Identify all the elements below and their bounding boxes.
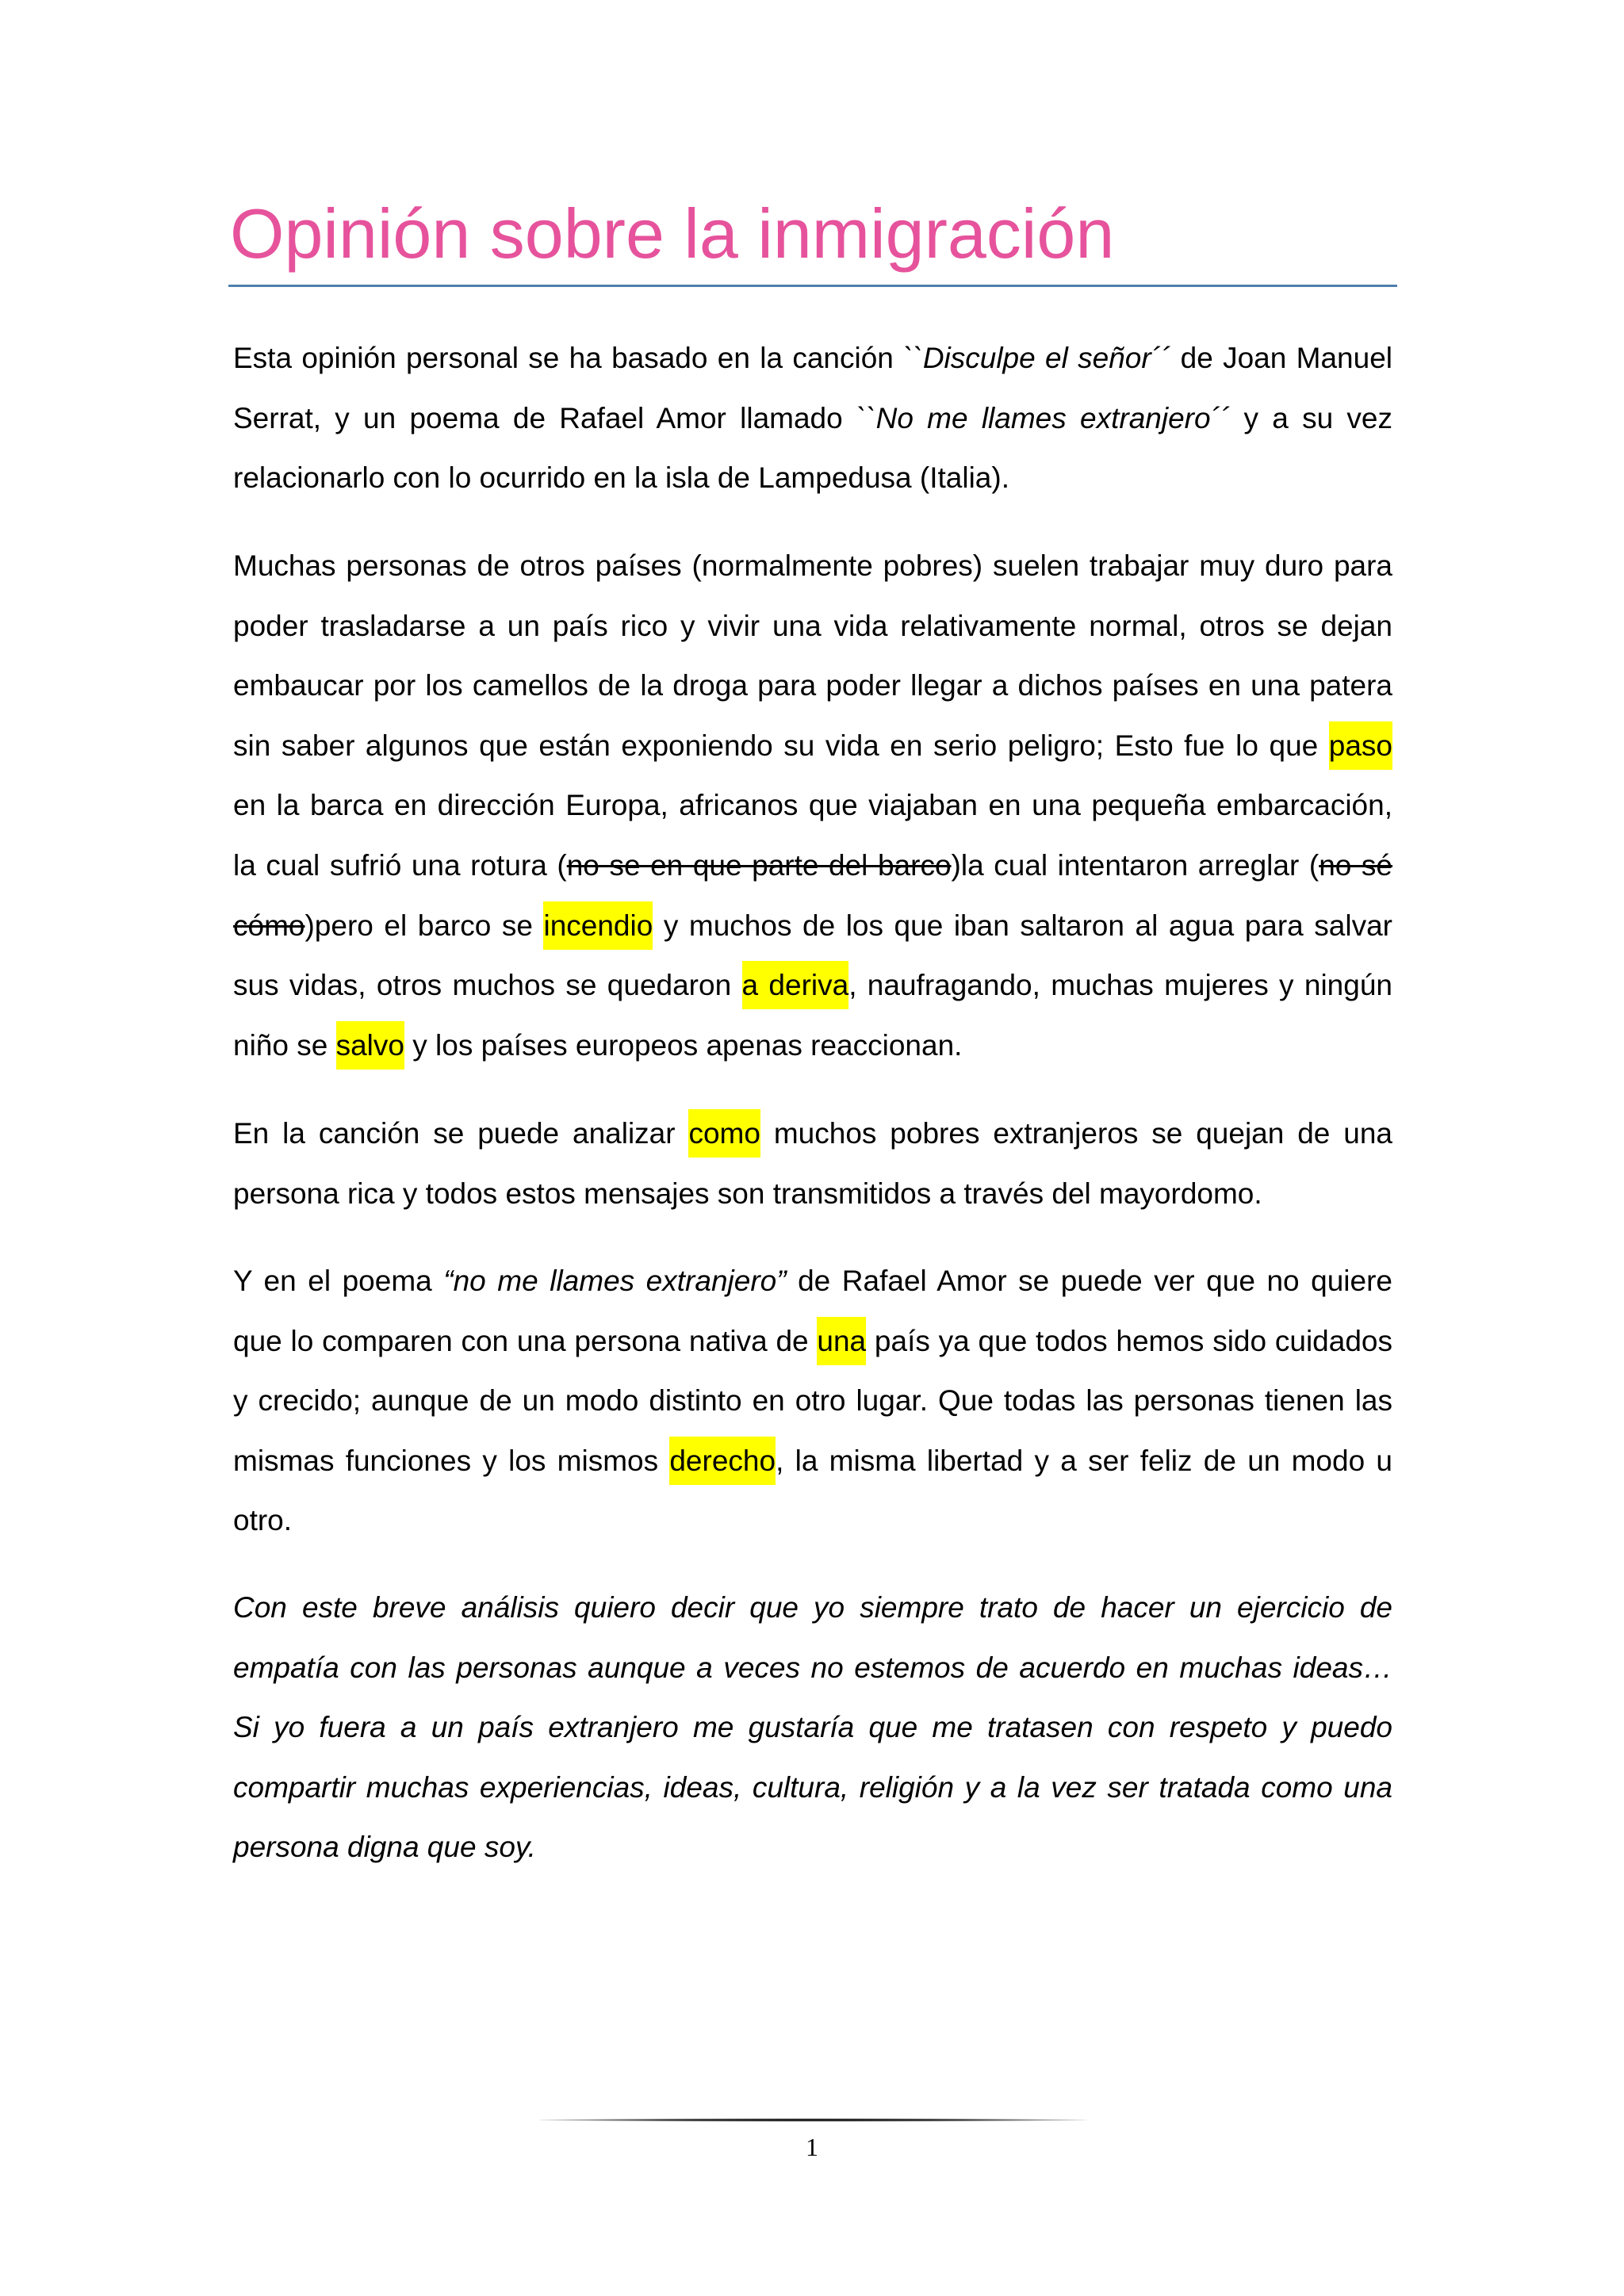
document-title: Opinión sobre la inmigración	[230, 194, 1115, 273]
page-number: 1	[806, 2133, 818, 2161]
strikethrough-text: no sé cómo	[233, 848, 1393, 942]
text-run: )pero el barco se	[304, 909, 544, 942]
paragraph-intro	[233, 328, 1392, 508]
strikethrough-text: no se en que parte del barco	[566, 848, 952, 882]
highlighted-word: como	[688, 1109, 760, 1158]
title-underline	[228, 285, 1397, 287]
highlighted-word: incendio	[543, 901, 653, 950]
highlighted-word: salvo	[336, 1021, 404, 1070]
text-run: , la misma libertad y a ser feliz de un modo u otro.	[233, 1444, 1392, 1537]
highlighted-word: paso	[1329, 721, 1392, 770]
highlighted-word: una	[817, 1317, 866, 1365]
text-run: en la barca en dirección Europa, africanos que viajaban en una pequeña embarcación, la cual sufrió una rotura (	[233, 789, 1392, 882]
text-run: , naufragando, muchas mujeres y ningún niño se	[233, 969, 1392, 1062]
text-run: Y en el poema	[233, 1265, 444, 1297]
text-run: país ya que todos hemos sido cuidados y crecido; aunque de un modo distinto en otro lugar. Que todas las personas tienen las mismas funciones y los mismos	[233, 1324, 1392, 1477]
text-run: y los países europeos apenas reaccionan.	[404, 1028, 963, 1062]
paragraph-song	[233, 1104, 1392, 1223]
text-run: Con este breve análisis quiero decir que yo siempre trato de hacer un ejercicio de empatía con las personas aunque a veces no estemos de acuerdo en muchas ideas… Si yo fuera a un país extranjero me gustaría que me tratasen con respeto y puedo compartir muchas experiencias, ideas, cultura, religión y a la vez ser tratada como una persona digna que soy.	[233, 1591, 1392, 1864]
text-run: de Rafael Amor se puede ver que no quiere que lo comparen con una persona nativa de	[233, 1265, 1392, 1357]
text-run: Esta opinión personal se ha basado en la canción	[233, 342, 904, 374]
text-run: )la cual intentaron arreglar (	[951, 848, 1320, 882]
text-run: y muchos de los que iban saltaron al agua para salvar sus vidas, otros muchos se quedaron	[233, 909, 1392, 1002]
text-run: de Joan Manuel Serrat, y un poema de Rafael Amor llamado	[233, 342, 1392, 434]
highlighted-word: a deriva	[742, 961, 849, 1009]
song-title: ``Disculpe el señor´´	[903, 342, 1171, 374]
poem-quote: “no me llames extranjero”	[443, 1265, 787, 1297]
paragraph-conclusion	[233, 1578, 1392, 1877]
highlighted-word: derecho	[669, 1437, 776, 1485]
text-run: muchos pobres extranjeros se quejan de una persona rica y todos estos mensajes son transmitidos a través del mayordomo.	[233, 1117, 1393, 1210]
footer-divider	[539, 2118, 1086, 2122]
text-run: Muchas personas de otros países (normalmente pobres) suelen trabajar muy duro para poder trasladarse a un país rico y vivir una vida relativamente normal, otros se dejan embaucar por los camellos de la droga para poder llegar a dichos países en una patera sin saber algunos que están exponiendo su vida en serio peligro; Esto fue lo que	[233, 549, 1392, 762]
text-run: En la canción se puede analizar	[233, 1117, 689, 1150]
text-run: y a su vez relacionarlo con lo ocurrido en la isla de Lampedusa (Italia).	[233, 401, 1392, 495]
paragraph-lampedusa	[233, 536, 1392, 1075]
paragraph-poem	[233, 1251, 1392, 1551]
poem-title: ``No me llames extranjero´´	[856, 401, 1231, 434]
